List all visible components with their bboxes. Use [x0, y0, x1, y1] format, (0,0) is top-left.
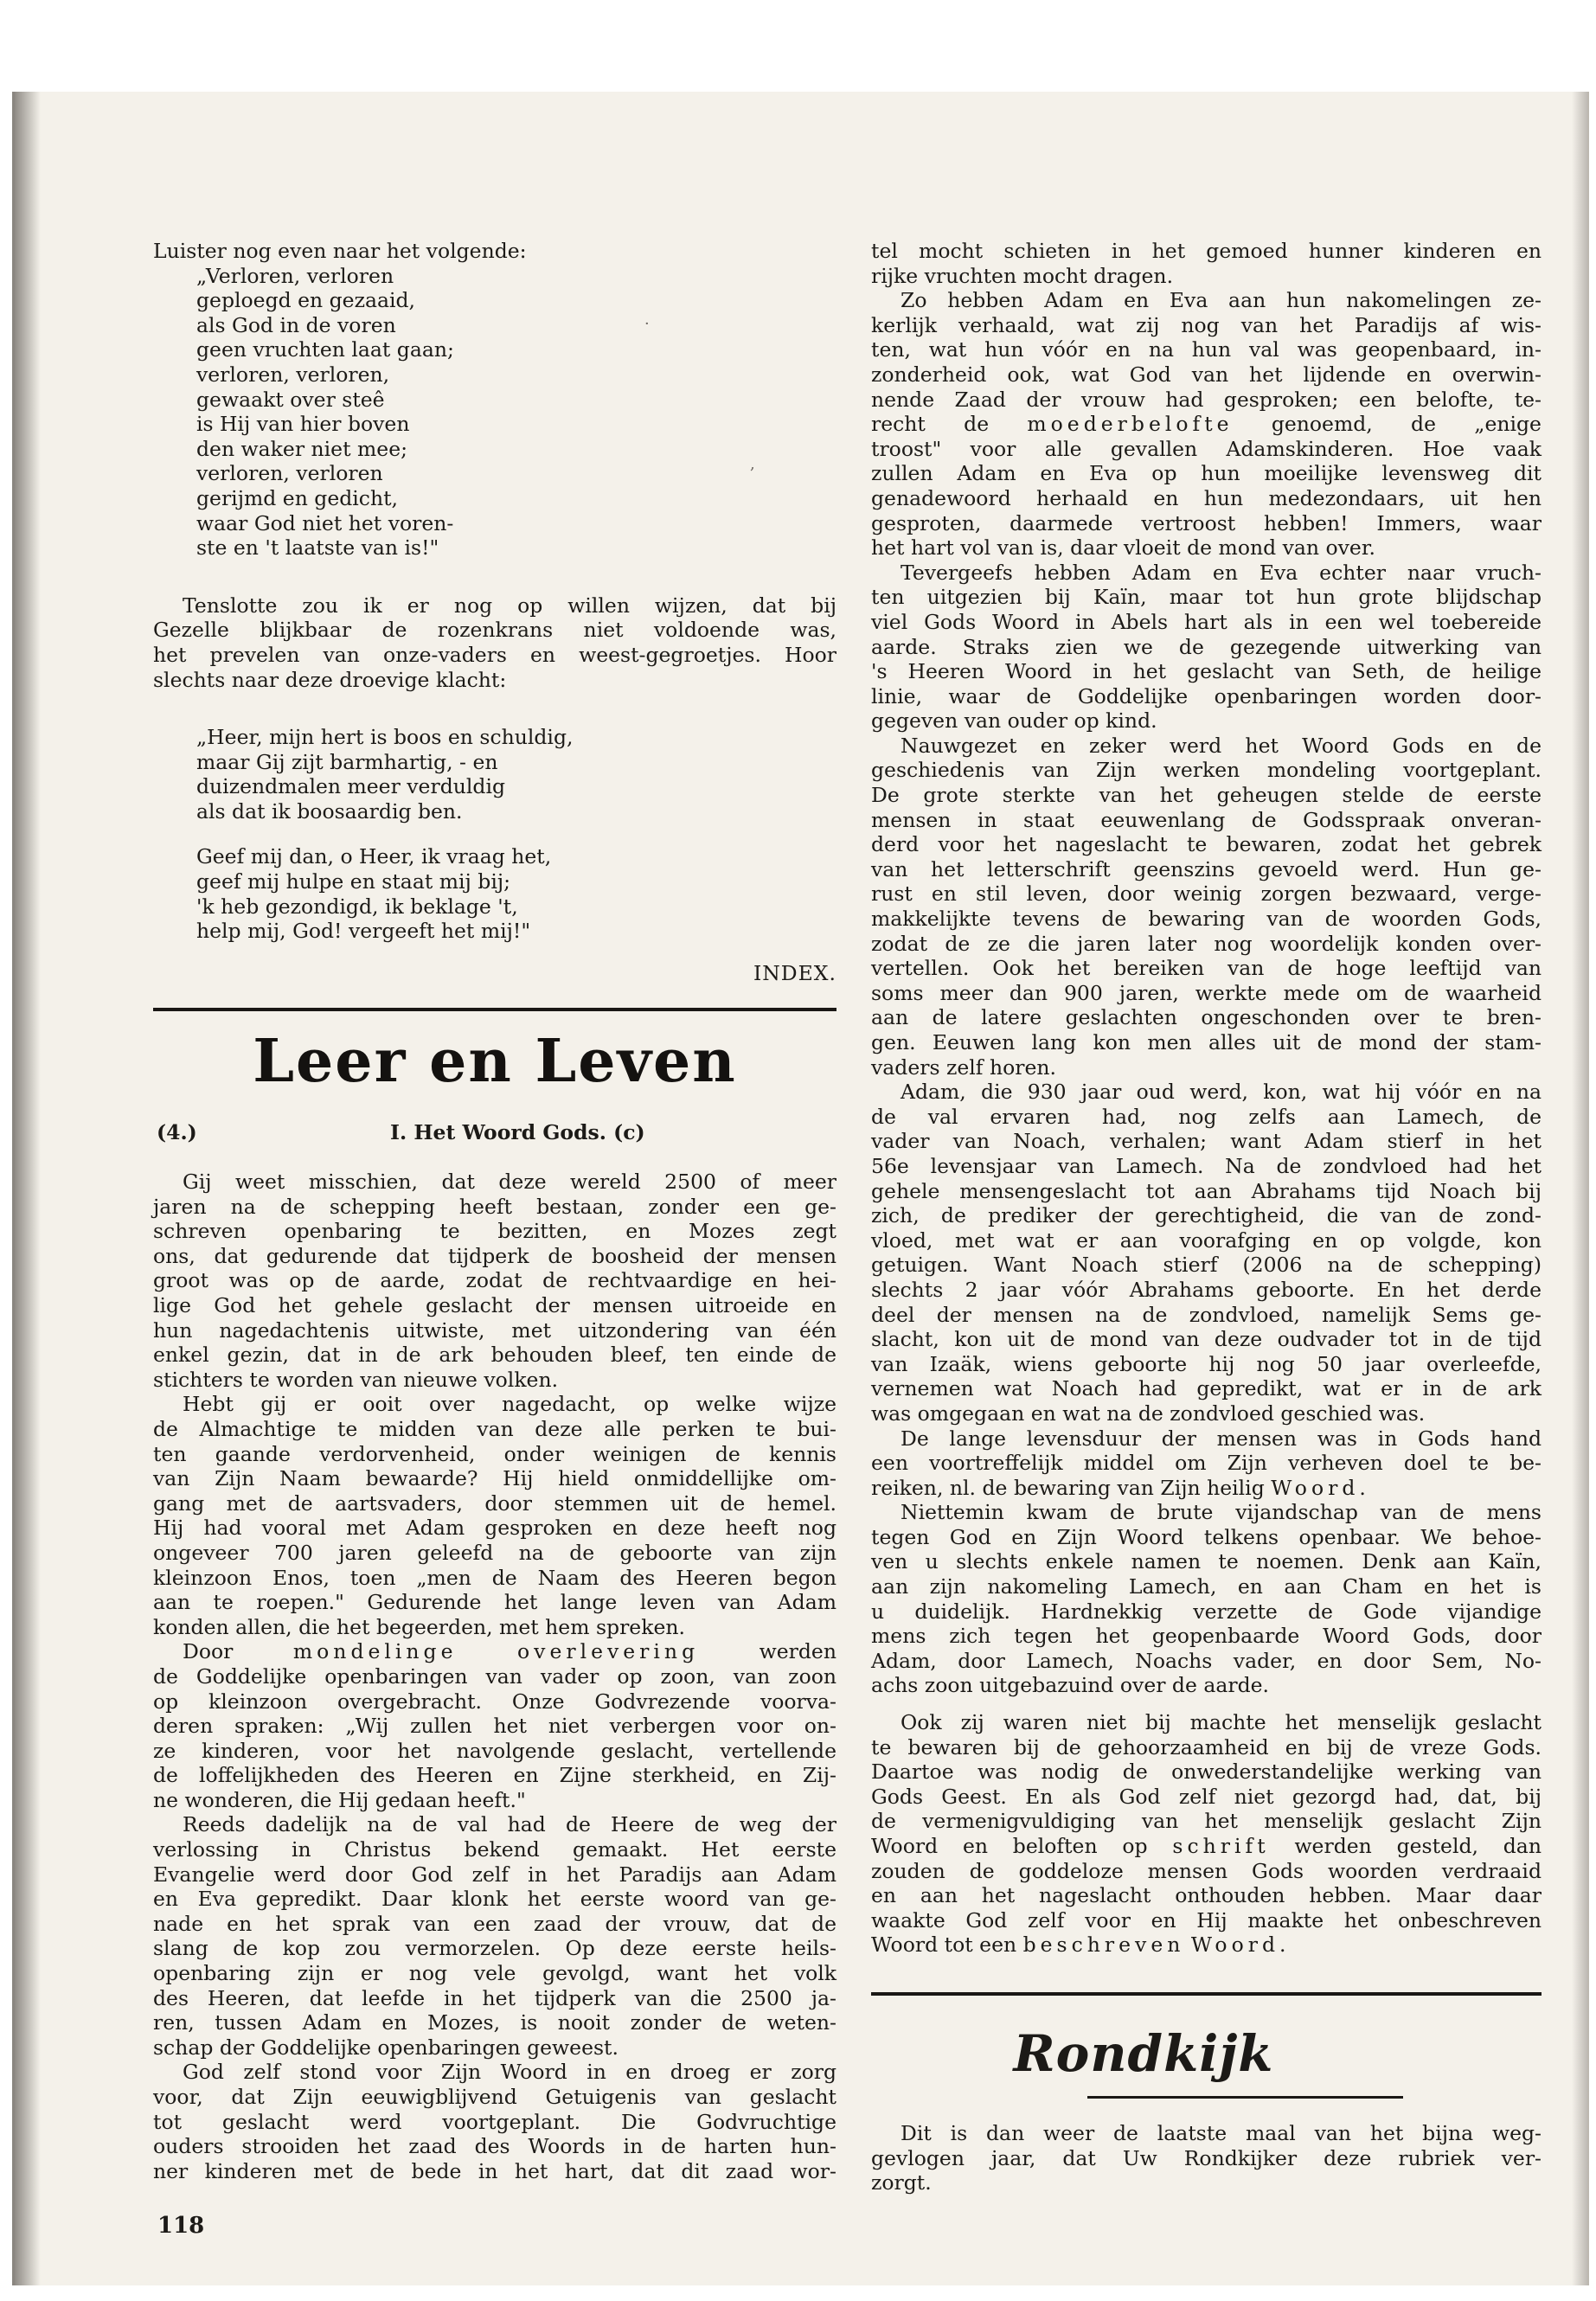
text-line: nade en het sprak van een zaad der vrouw, dat de	[153, 1911, 836, 1936]
text-line: u duidelijk. Hardnekkig verzette de Gode vijandige	[871, 1599, 1542, 1624]
left-column	[153, 239, 836, 2183]
text-line: gang met de aartsvaders, door stemmen uit de hemel.	[153, 1490, 836, 1516]
poem-line: als God in de voren	[196, 312, 396, 337]
poem-line: gewaakt over steê	[196, 387, 385, 412]
text-line: kleinzoon Enos, toen „men de Naam des Heeren begon	[153, 1565, 836, 1590]
text-line: reiken, nl. de bewaring van Zijn heilig Woord.	[871, 1475, 1370, 1500]
poem-line: gerijmd en gedicht,	[196, 485, 399, 510]
text-line: zouden de goddeloze mensen Gods woorden verdraaid	[871, 1858, 1542, 1883]
text-line: de val ervaren had, nog zelfs aan Lamech, de	[871, 1104, 1542, 1129]
poem-line: maar Gij zijt barmhartig, - en	[196, 749, 498, 774]
text-line: het prevelen van onze-vaders en weest-gegroetjes. Hoor	[153, 642, 836, 667]
text-line: getuigen. Want Noach stierf (2006 na de schepping)	[871, 1253, 1542, 1278]
text-line: was omgegaan en wat na de zondvloed geschied was.	[871, 1400, 1426, 1426]
poem-line: is Hij van hier boven	[196, 412, 410, 437]
right-paragraph-2	[871, 288, 1542, 561]
text-line: tegen God en Zijn Woord telkens openbaar. We behoe-	[871, 1524, 1542, 1549]
text-line: gen. Eeuwen lang kon men alles uit de mond der stam-	[871, 1030, 1542, 1054]
text-line: aan de latere geslachten ongeschonden over te bren-	[871, 1005, 1542, 1030]
right-column	[871, 239, 1542, 2195]
right-paragraph-1	[871, 239, 1542, 288]
text-line: schap der Goddelijke openbaringen geweest.	[153, 2035, 619, 2060]
text-line: aarde. Straks zien we de gezegende uitwerking van	[871, 634, 1542, 659]
text-line: zullen Adam en Eva op hun moeilijke levensweg dit	[871, 461, 1542, 486]
poem-line: geef mij hulpe en staat mij bij;	[196, 869, 511, 894]
right-paragraph-5	[871, 1080, 1542, 1426]
poem-line: duizendmalen meer verduldig	[196, 774, 505, 799]
ink-speck: ,	[750, 455, 755, 473]
poem-line: Geef mij dan, o Heer, ik vraag het,	[196, 844, 552, 869]
scanned-page	[12, 92, 1589, 2285]
text-line: van Izaäk, wiens geboorte hij nog 50 jaar overleefde,	[871, 1351, 1542, 1376]
text-line: slechts 2 jaar vóór Abrahams geboorte. En het derde	[871, 1277, 1542, 1302]
text-line: Adam, door Lamech, Noachs vader, en door Sem, No-	[871, 1648, 1542, 1673]
section-header	[153, 1120, 836, 1145]
text-line: Gods Geest. En als God zelf niet gezorgd had, dat, bij	[871, 1784, 1542, 1809]
text-line: van het letterschrift geenszins gevoeld werd. Hun ge-	[871, 856, 1542, 881]
text-line: de vermenigvuldiging van het menselijk geslacht Zijn	[871, 1809, 1542, 1834]
text-line: achs zoon uitgebazuind over de aarde.	[871, 1673, 1270, 1698]
text-line: 's Heeren Woord in het geslacht van Seth, de heilige	[871, 659, 1542, 684]
paragraph-tenslotte	[153, 593, 836, 692]
text-line: troost" voor alle gevallen Adamskinderen. Hoe vaak	[871, 436, 1542, 461]
text-line: vader van Noach, verhalen; want Adam stierf in het	[871, 1129, 1542, 1154]
text-line: linie, waar de Goddelijke openbaringen worden door-	[871, 683, 1542, 708]
poem-line: verloren, verloren,	[196, 362, 390, 387]
text-line: mensen in staat eeuwenlang de Godsspraak onveran-	[871, 807, 1542, 832]
text-line: enkel gezin, dat in de ark behouden bleef, ten einde de	[153, 1343, 836, 1368]
text-line: te bewaren bij de gehoorzaamheid en bij de vreze Gods.	[871, 1734, 1542, 1759]
text-line: hun nagedachtenis uitwiste, met uitzondering van één	[153, 1317, 836, 1343]
section-divider	[153, 1008, 836, 1011]
text-line: deren spraken: „Wij zullen het niet verbergen voor on-	[153, 1714, 836, 1739]
right-paragraph-8	[871, 1710, 1542, 1958]
text-line: ven u slechts enkele namen te noemen. Denk aan Kaïn,	[871, 1549, 1542, 1574]
body-paragraph-4	[153, 1812, 836, 2060]
text-line: ner kinderen met de bede in het hart, dat dit zaad wor-	[153, 2158, 836, 2183]
right-paragraph-6	[871, 1426, 1542, 1501]
text-line: vertellen. Ook het bereiken van de hoge leeftijd van	[871, 956, 1542, 981]
text-line: soms meer dan 900 jaren, werkte mede om de waarheid	[871, 980, 1542, 1005]
text-line: stichters te worden van nieuwe volken.	[153, 1367, 559, 1392]
right-paragraph-3	[871, 561, 1542, 734]
right-paragraph-4	[871, 734, 1542, 1080]
text-line: Dit is dan weer de laatste maal van het bijna weg-	[901, 2120, 1542, 2145]
poem-line: den waker niet mee;	[196, 436, 408, 461]
text-line: zodat de ze die jaren later nog woordelijk konden over-	[871, 931, 1542, 956]
text-line: gegeven van ouder op kind.	[871, 708, 1157, 734]
text-line: nende Zaad der vrouw had gesproken; een belofte, te-	[871, 387, 1542, 412]
text-line: verlossing in Christus bekend gemaakt. Het eerste	[153, 1837, 836, 1862]
text-line: zorgt.	[871, 2170, 932, 2195]
text-line: genadewoord herhaald en hun medezondaars, uit hen	[871, 485, 1542, 510]
body-paragraph-2	[153, 1392, 836, 1639]
text-line: op kleinzoon overgebracht. Onze Godvrezende voorva-	[153, 1689, 836, 1714]
text-line: de loffelijkheden des Heeren en Zijne sterkheid, en Zij-	[153, 1763, 836, 1788]
text-line: Reeds dadelijk na de val had de Heere de weg der	[183, 1812, 836, 1837]
poem-line: waar God niet het voren-	[196, 510, 454, 535]
body-paragraph-3	[153, 1639, 836, 1812]
text-line: ouders strooiden het zaad des Woords in de harten hun-	[153, 2134, 836, 2159]
text-line: Zo hebben Adam en Eva aan hun nakomelingen ze-	[901, 288, 1542, 313]
text-line: Adam, die 930 jaar oud werd, kon, wat hij vóór en na	[901, 1080, 1542, 1105]
body-paragraph-1	[153, 1170, 836, 1392]
text-line: tot geslacht werd voortgeplant. Die Godvruchtige	[153, 2109, 836, 2134]
text-line: een voortreffelijk middel om Zijn verheven doel te be-	[871, 1451, 1542, 1476]
text-line: waakte God zelf voor en Hij maakte het onbeschreven	[871, 1907, 1542, 1932]
text-line: lige God het gehele geslacht der mensen uitroeide en	[153, 1293, 836, 1317]
text-line: gevlogen jaar, dat Uw Rondkijker deze rubriek ver-	[871, 2145, 1542, 2170]
body-paragraph-5	[153, 2060, 836, 2183]
poem-line: geen vruchten laat gaan;	[196, 337, 454, 362]
text-line: Evangelie werd door God zelf in het Paradijs aan Adam	[153, 1862, 836, 1887]
text-line: mens zich tegen het geopenbaarde Woord Gods, door	[871, 1624, 1542, 1649]
text-line: makkelijkte tevens de bewaring van de woorden Gods,	[871, 907, 1542, 932]
poem-heer-stanza-2	[153, 844, 836, 943]
text-line: slechts naar deze droevige klacht:	[153, 667, 507, 692]
text-line: zich, de prediker der gerechtigheid, die van de zond-	[871, 1203, 1542, 1228]
text-line: ze kinderen, voor het navolgende geslacht, vertellende	[153, 1738, 836, 1763]
text-line: ten uitgezien bij Kaïn, maar tot hun grote blijdschap	[871, 585, 1542, 610]
text-line: God zelf stond voor Zijn Woord in en droeg er zorg	[183, 2060, 836, 2085]
text-line: ne wonderen, die Hij gedaan heeft."	[153, 1787, 526, 1812]
text-line: Gij weet misschien, dat deze wereld 2500 of meer	[183, 1170, 836, 1195]
poem-line: verloren, verloren	[196, 461, 383, 486]
text-line: de Goddelijke openbaringen van vader op zoon, van zoon	[153, 1663, 836, 1689]
text-line: en aan het nageslacht onthouden hebben. Maar daar	[871, 1883, 1542, 1908]
text-line: ten, wat hun vóór en na hun val was geopenbaard, in-	[871, 337, 1542, 362]
text-line: het hart vol van is, daar vloeit de mond van over.	[871, 535, 1375, 561]
text-line: Gezelle blijkbaar de rozenkrans niet voldoende was,	[153, 618, 836, 643]
text-line: derd voor het nageslacht te bewaren, zodat het gebrek	[871, 832, 1542, 857]
text-line: vernemen wat Noach had gepredikt, wat er in de ark	[871, 1376, 1542, 1401]
text-line: slang de kop zou vermorzelen. Op deze eerste heils-	[153, 1936, 836, 1961]
poem-heer-stanza-1	[153, 725, 836, 824]
text-line: ons, dat gedurende dat tijdperk de boosheid der mensen	[153, 1243, 836, 1268]
text-line: geschiedenis van Zijn werken mondeling voortgeplant.	[871, 758, 1542, 783]
text-line: groot was op de aarde, zodat de rechtvaardige en hei-	[153, 1268, 836, 1293]
text-line: tel mocht schieten in het gemoed hunner kinderen en	[871, 239, 1542, 263]
text-line: kerlijk verhaald, wat zij nog van het Paradijs af wis-	[871, 312, 1542, 337]
text-line: van Zijn Naam bewaarde? Hij hield onmiddellijke om-	[153, 1466, 836, 1491]
poem-line: 'k heb gezondigd, ik beklage 't,	[196, 894, 518, 919]
text-line: zonderheid ook, wat God van het lijdende en overwin-	[871, 362, 1542, 387]
text-line: Niettemin kwam de brute vijandschap van de mens	[901, 1500, 1542, 1525]
text-line: slacht, kon uit de mond van deze oudvader tot in de tijd	[871, 1327, 1542, 1352]
text-line: Woord en beloften op schrift werden gesteld, dan	[871, 1834, 1542, 1858]
text-line: recht de moederbelofte genoemd, de „enige	[871, 412, 1542, 437]
rondkijk-divider	[871, 1992, 1542, 1996]
text-line: openbaring zijn er nog vele gevolgd, want het volk	[153, 1961, 836, 1986]
rondkijk-underline	[1087, 2096, 1403, 2099]
poem-line: als dat ik boosaardig ben.	[196, 798, 463, 824]
text-line: en Eva gepredikt. Daar klonk het eerste woord van ge-	[153, 1887, 836, 1912]
text-line: gehele mensengeslacht tot aan Abrahams tijd Noach bij	[871, 1178, 1542, 1203]
poem-line: help mij, God! vergeeft het mij!"	[196, 919, 531, 944]
right-paragraph-7	[871, 1500, 1542, 1698]
text-line: De lange levensduur der mensen was in Gods hand	[901, 1426, 1542, 1451]
text-line: rust en stil leven, door weinig zorgen bezwaard, verge-	[871, 881, 1542, 907]
text-line: Nauwgezet en zeker werd het Woord Gods en de	[901, 733, 1542, 758]
poem-verloren	[153, 264, 836, 561]
page-number: 118	[157, 2213, 205, 2239]
ink-speck: ·	[644, 315, 650, 333]
poem-line: „Heer, mijn hert is boos en schuldig,	[196, 725, 574, 750]
article-number: (4.)	[157, 1120, 197, 1145]
text-line: ongeveer 700 jaren geleefd na de geboorte van zijn	[153, 1540, 836, 1565]
text-line: rijke vruchten mocht dragen.	[871, 263, 1174, 288]
text-line: Hij had vooral met Adam gesproken en deze heeft nog	[153, 1516, 836, 1541]
text-line: Door mondelinge overlevering werden	[183, 1639, 836, 1664]
text-line: schreven openbaring te bezitten, en Mozes zegt	[153, 1219, 836, 1244]
text-line: jaren na de schepping heeft bestaan, zonder een ge-	[153, 1194, 836, 1219]
text-line: 56e levensjaar van Lamech. Na de zondvloed had het	[871, 1153, 1542, 1178]
rondkijk-heading: Rondkijk	[1013, 2023, 1274, 2083]
text-line: Ook zij waren niet bij machte het menselijk geslacht	[901, 1710, 1542, 1735]
text-line: vloed, met wat er aan voorafging en op volgde, kon	[871, 1227, 1542, 1253]
text-line: viel Gods Woord in Abels hart als in een wel toebereide	[871, 609, 1542, 634]
text-line: Woord tot een beschreven Woord.	[871, 1932, 1291, 1958]
text-line: gesproten, daarmede vertroost hebben! Immers, waar	[871, 510, 1542, 535]
signature: INDEX.	[753, 960, 836, 985]
text-line: ren, tussen Adam en Mozes, is nooit zonder de weten-	[153, 2010, 836, 2035]
text-line: des Heeren, dat leefde in het tijdperk van die 2500 ja-	[153, 1985, 836, 2010]
text-line: aan te roepen." Gedurende het lange leven van Adam	[153, 1590, 836, 1615]
section-title: I. Het Woord Gods. (c)	[390, 1120, 645, 1145]
intro-line: Luister nog even naar het volgende:	[153, 239, 527, 263]
text-line: deel der mensen na de zondvloed, namelijk Sems ge-	[871, 1302, 1542, 1327]
article-heading: Leer en Leven	[253, 1027, 737, 1097]
text-line: vaders zelf horen.	[871, 1054, 1057, 1080]
poem-line: ste en 't laatste van is!"	[196, 535, 439, 561]
text-line: voor, dat Zijn eeuwigblijvend Getuigenis van geslacht	[153, 2085, 836, 2109]
text-line: Hebt gij er ooit over nagedacht, op welke wijze	[183, 1392, 836, 1417]
text-line: Daartoe was nodig de onwederstandelijke werking van	[871, 1759, 1542, 1785]
text-line: De grote sterkte van het geheugen stelde de eerste	[871, 783, 1542, 808]
text-line: aan zijn nakomeling Lamech, en aan Cham en het is	[871, 1574, 1542, 1599]
rondkijk-paragraph	[871, 2121, 1542, 2195]
text-line: Tevergeefs hebben Adam en Eva echter naar vruch-	[901, 560, 1542, 585]
poem-line: geploegd en gezaaid,	[196, 288, 416, 313]
text-line: de Almachtige te midden van deze alle perken te bui-	[153, 1416, 836, 1441]
poem-line: „Verloren, verloren	[196, 263, 394, 288]
text-line: Tenslotte zou ik er nog op willen wijzen, dat bij	[183, 593, 836, 618]
text-line: ten gaande verdorvenheid, onder weinigen de kennis	[153, 1441, 836, 1466]
text-line: konden allen, die het begeerden, met hem spreken.	[153, 1614, 685, 1639]
